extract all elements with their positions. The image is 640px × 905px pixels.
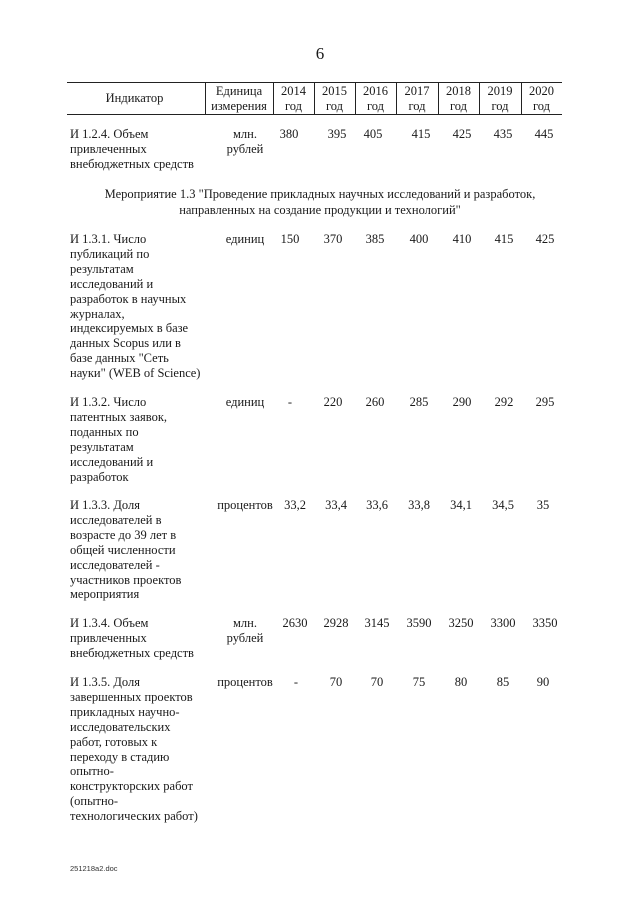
- value-cell: 400: [409, 232, 429, 246]
- value-cell: 425: [535, 232, 555, 246]
- value-cell: 290: [452, 395, 472, 409]
- value-cell: 33,8: [408, 498, 430, 512]
- value-cell: 425: [452, 127, 472, 141]
- value-cell: 435: [493, 127, 513, 141]
- value-cell: 260: [365, 395, 385, 409]
- value-cell: 385: [365, 232, 385, 246]
- indicator-cell: И 1.3.3. Доля исследователей в возрасте до 39 лет в общей численности исследователей - участников проектов мероприятия: [70, 498, 182, 602]
- value-cell: 292: [494, 395, 514, 409]
- value-cell: 90: [536, 675, 550, 689]
- value-cell: 410: [452, 232, 472, 246]
- value-cell: 85: [496, 675, 510, 689]
- value-cell: 35: [536, 498, 550, 512]
- value-cell: 70: [370, 675, 384, 689]
- value-cell: 2928: [323, 616, 349, 630]
- value-cell: 70: [329, 675, 343, 689]
- value-cell: 80: [454, 675, 468, 689]
- indicator-cell: И 1.2.4. Объем привлеченных внебюджетных средств: [70, 127, 194, 171]
- page-number: 6: [315, 44, 325, 63]
- header-year-2019: 2019 год: [487, 84, 513, 113]
- unit-cell: процентов: [217, 675, 273, 689]
- header-year-2014: 2014 год: [281, 84, 306, 113]
- header-year-2016: 2016 год: [363, 84, 388, 113]
- value-cell: 2630: [282, 616, 308, 630]
- value-cell: 75: [412, 675, 426, 689]
- unit-cell: млн. рублей: [226, 127, 264, 156]
- value-cell: 415: [411, 127, 431, 141]
- value-cell: 3300: [490, 616, 516, 630]
- value-cell: 3145: [364, 616, 390, 630]
- header-year-2015: 2015 год: [322, 84, 347, 113]
- header-year-2020: 2020 год: [529, 84, 554, 113]
- unit-cell: процентов: [217, 498, 273, 512]
- value-cell: 34,5: [492, 498, 514, 512]
- value-cell: -: [293, 675, 299, 689]
- value-cell: 3590: [406, 616, 432, 630]
- section-title: Мероприятие 1.3 "Проведение прикладных научных исследований и разработок, направленных на создание продукции и технологий": [104, 187, 536, 217]
- indicator-cell: И 1.3.5. Доля завершенных проектов прикладных научно- исследовательских работ, готовых к переходу в стадию опытно- конструкторских работ (опытно- технологических работ): [70, 675, 198, 824]
- value-cell: 405: [363, 127, 383, 141]
- footer-filename: 251218a2.doc: [70, 864, 118, 873]
- unit-cell: единиц: [225, 232, 265, 246]
- value-cell: 3350: [532, 616, 558, 630]
- value-cell: 150: [280, 232, 300, 246]
- value-cell: 34,1: [450, 498, 472, 512]
- value-cell: 220: [323, 395, 343, 409]
- value-cell: 395: [327, 127, 347, 141]
- value-cell: 285: [409, 395, 429, 409]
- header-unit-line2: измерения: [211, 98, 267, 113]
- value-cell: 33,2: [284, 498, 306, 512]
- header-unit: [205, 83, 273, 114]
- value-cell: -: [287, 395, 293, 409]
- value-cell: 415: [494, 232, 514, 246]
- value-cell: 33,4: [325, 498, 347, 512]
- value-cell: 370: [323, 232, 343, 246]
- header-indicator: Индикатор: [105, 91, 164, 106]
- unit-cell: единиц: [225, 395, 265, 409]
- unit-cell: млн. рублей: [226, 616, 264, 645]
- indicator-cell: И 1.3.1. Число публикаций по результатам исследований и разработок в научных журналах, индексируемых в базе данных Scopus или в базе данных "Сеть науки" (WEB of Science): [70, 232, 201, 381]
- value-cell: 295: [535, 395, 555, 409]
- table-header: [67, 82, 562, 115]
- value-cell: 3250: [448, 616, 474, 630]
- header-year-2017: 2017 год: [404, 84, 430, 113]
- value-cell: 33,6: [366, 498, 388, 512]
- value-cell: 380: [279, 127, 299, 141]
- indicator-cell: И 1.3.2. Число патентных заявок, поданных по результатам исследований и разработок: [70, 395, 168, 484]
- value-cell: 445: [534, 127, 554, 141]
- header-unit-line1: Единица: [215, 84, 263, 98]
- indicator-cell: И 1.3.4. Объем привлеченных внебюджетных средств: [70, 616, 194, 660]
- header-year-2018: 2018 год: [446, 84, 471, 113]
